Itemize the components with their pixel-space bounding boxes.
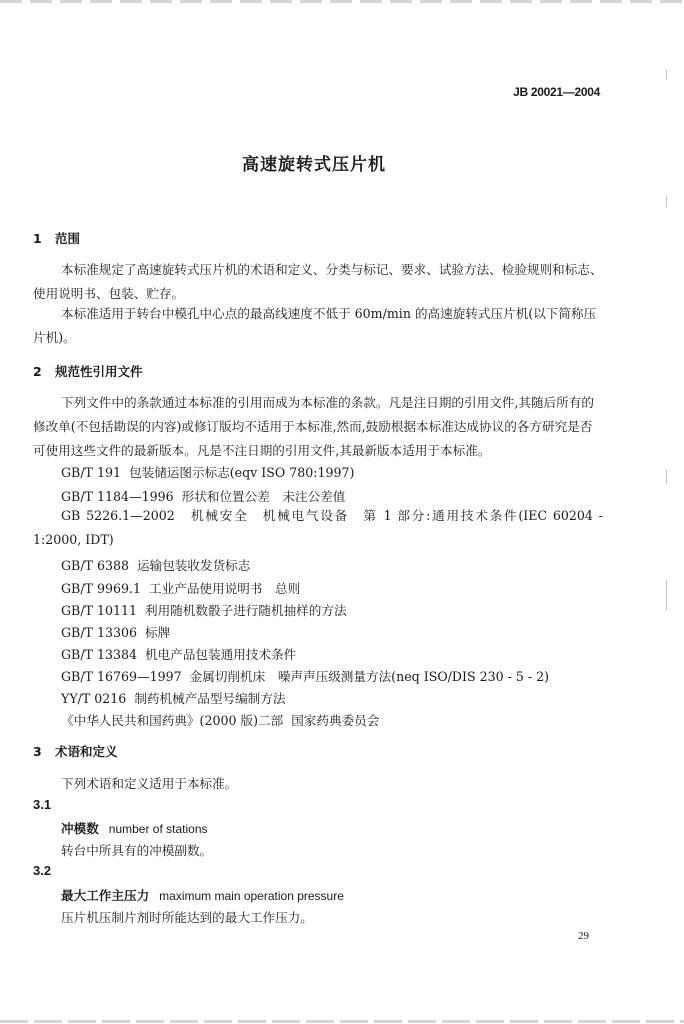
reference-title: 国家药典委员会	[291, 713, 380, 728]
section-title: 术语和定义	[55, 744, 118, 759]
scan-edge-top	[0, 0, 684, 3]
reference-item	[61, 578, 300, 597]
scan-edge-bottom	[0, 1020, 684, 1023]
reference-code: GB/T 16769—1997	[61, 669, 182, 684]
scan-edge-right	[666, 70, 667, 80]
term-definition: 压片机压制片剂时所能达到的最大工作压力。	[61, 910, 313, 925]
section-title: 范围	[55, 231, 81, 246]
term-english: number of stations	[108, 822, 208, 836]
reference-code: GB/T 6388	[61, 558, 130, 573]
reference-item	[61, 555, 250, 574]
document-title: 高速旋转式压片机	[242, 155, 386, 175]
reference-title: 标牌	[145, 625, 171, 640]
reference-item	[61, 666, 549, 685]
paragraph: 下列术语和定义适用于本标准。	[61, 776, 238, 791]
paragraph: 本标准适用于转台中模孔中心点的最高线速度不低于 60m/min 的高速旋转式压片机(以下简称压片机)。	[33, 306, 597, 345]
term-definition: 转台中所具有的冲模副数。	[61, 843, 213, 858]
term-number: 3.1	[33, 797, 52, 812]
reference-code: GB/T 13306	[61, 625, 138, 640]
reference-title: 机电产品包装通用技术条件	[145, 647, 297, 662]
reference-code: GB/T 13384	[61, 647, 138, 662]
reference-title: 工业产品使用说明书 总则	[149, 581, 301, 596]
term-chinese: 冲模数	[61, 821, 99, 836]
section-number: 1	[33, 231, 42, 246]
reference-code: GB/T 1184—1996	[61, 489, 174, 504]
page-number: 29	[578, 930, 589, 942]
reference-code: GB/T 9969.1	[61, 581, 142, 596]
reference-item	[61, 688, 285, 707]
paragraph: 下列文件中的条款通过本标准的引用而成为本标准的条款。凡是注日期的引用文件,其随后所有的修改单(不包括勘误的内容)或修订版均不适用于本标准,然而,鼓励根据本标准达成协议的各方研究是否可使用这些文件的最新版本。凡是不注日期的引用文件,其最新版本适用于本标准。	[33, 395, 594, 458]
reference-item	[61, 710, 379, 729]
standard-code: JB 20021—2004	[513, 85, 600, 99]
section-number: 3	[33, 744, 42, 759]
term-number: 3.2	[33, 863, 52, 878]
reference-code: GB/T 191	[61, 465, 121, 480]
section-heading-normative-references	[33, 362, 143, 380]
paragraph: 本标准规定了高速旋转式压片机的术语和定义、分类与标记、要求、试验方法、检验规则和标志、使用说明书、包装、贮存。	[33, 262, 603, 301]
scan-edge-right	[666, 195, 667, 207]
reference-code: YY/T 0216	[61, 691, 127, 706]
term-chinese: 最大工作主压力	[61, 888, 150, 903]
reference-code: GB/T 10111	[61, 603, 138, 618]
reference-code: 《中华人民共和国药典》(2000 版)二部	[61, 713, 284, 728]
term-english: maximum main operation pressure	[159, 889, 344, 903]
reference-item: GB 5226.1—2002 机械安全 机械电气设备 第 1 部分:通用技术条件(IEC 60204 - 1:2000, IDT)	[33, 508, 603, 547]
reference-item	[61, 486, 345, 505]
term-heading	[61, 885, 344, 904]
reference-title: 金属切削机床 噪声声压级测量方法(neq ISO/DIS 230 - 5 - 2)	[189, 669, 550, 684]
reference-item	[61, 622, 170, 641]
section-heading-scope	[33, 229, 80, 247]
reference-item	[61, 462, 354, 481]
section-number: 2	[33, 364, 42, 379]
section-title: 规范性引用文件	[55, 364, 143, 379]
scan-edge-right	[666, 580, 667, 610]
term-heading	[61, 818, 208, 837]
scan-edge-right	[666, 470, 667, 484]
reference-title: 形状和位置公差 未注公差值	[181, 489, 346, 504]
reference-title: 制药机械产品型号编制方法	[134, 691, 286, 706]
reference-title: 运输包装收发货标志	[137, 558, 251, 573]
reference-item	[61, 644, 296, 663]
reference-item	[61, 600, 347, 619]
reference-title: 包装储运图示标志(eqv ISO 780:1997)	[129, 465, 355, 480]
section-heading-terms-definitions	[33, 742, 118, 760]
reference-title: 利用随机数骰子进行随机抽样的方法	[145, 603, 347, 618]
